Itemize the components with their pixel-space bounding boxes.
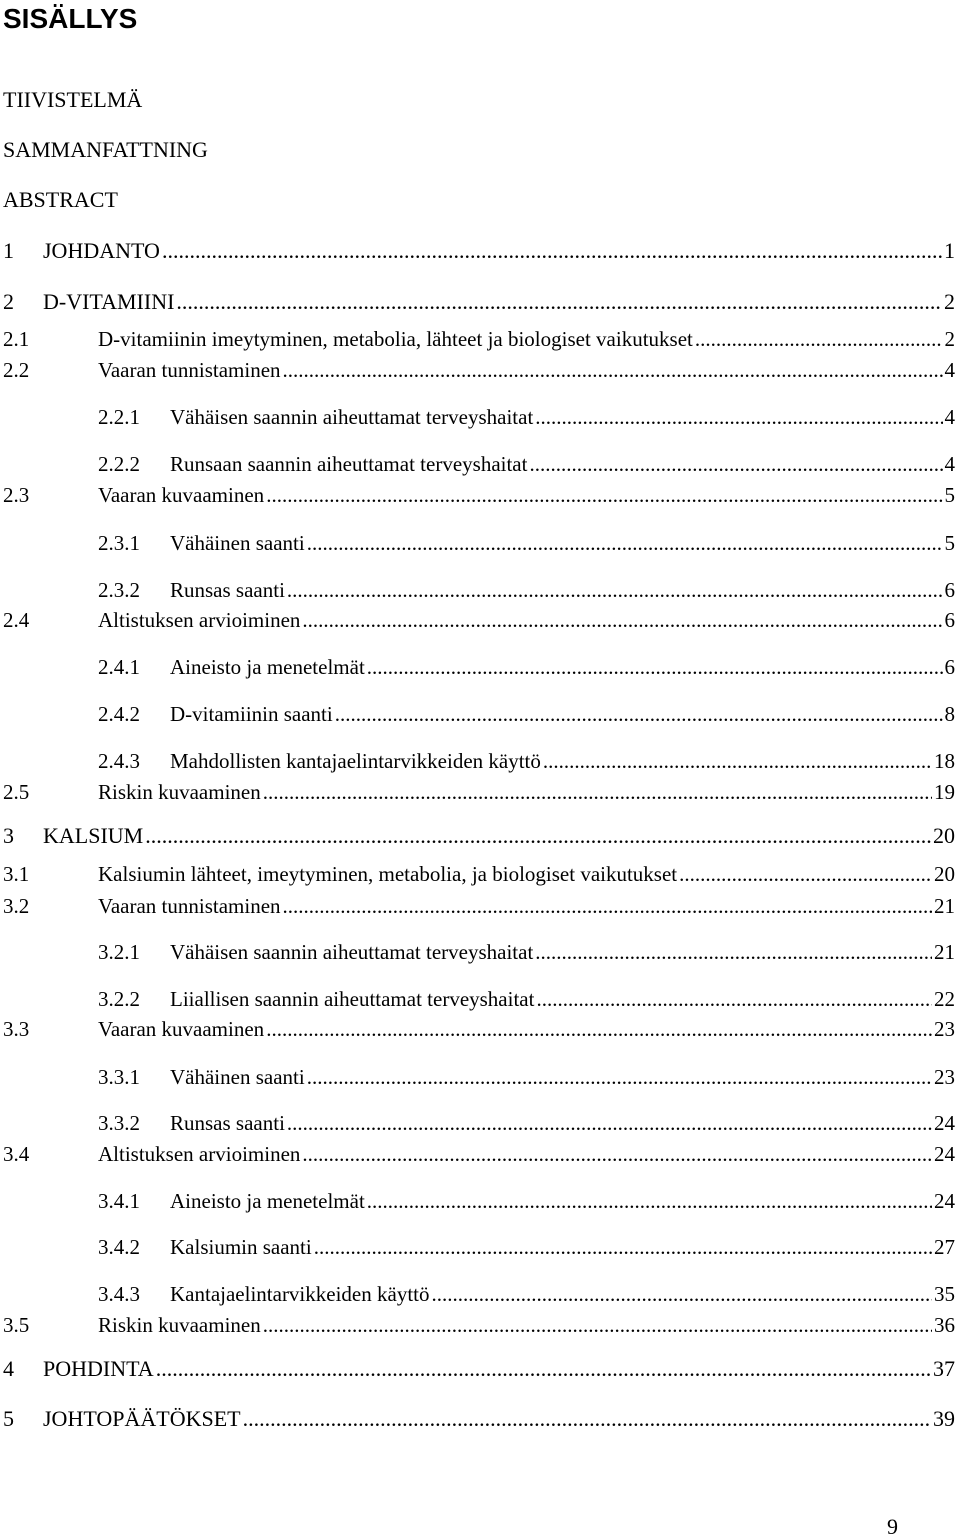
toc-leader (287, 577, 943, 603)
toc-leader (543, 748, 932, 774)
toc-page: 24 (934, 1189, 955, 1213)
toc-number: 2.2.2 (98, 452, 140, 476)
toc-number: 1 (3, 238, 14, 263)
toc-number: 4 (3, 1356, 14, 1381)
toc-label: Vähäisen saannin aiheuttamat terveyshaitat (170, 405, 534, 429)
toc-label: JOHTOPÄÄTÖKSET (43, 1406, 241, 1431)
toc-label: D-VITAMIINI (43, 289, 175, 314)
toc-page: 2 (944, 327, 955, 351)
toc-page: 23 (934, 1017, 955, 1041)
toc-page: 36 (934, 1313, 955, 1337)
toc-entry[interactable] (3, 1356, 955, 1382)
toc-entry[interactable] (3, 482, 955, 508)
toc-page: 4 (944, 405, 955, 429)
toc-number: 3.3.2 (98, 1111, 140, 1135)
toc-leader (367, 1188, 932, 1214)
toc-label: Vaaran tunnistaminen (98, 358, 281, 382)
toc-number: 3.4.1 (98, 1189, 140, 1213)
toc-page: 22 (934, 987, 955, 1011)
toc-entry[interactable] (3, 1141, 955, 1167)
toc-leader (432, 1281, 933, 1307)
toc-number: 3.5 (3, 1313, 30, 1337)
toc-number: 3.4.2 (98, 1235, 140, 1259)
toc-leader (335, 701, 943, 727)
front-matter-abstract: ABSTRACT (3, 187, 118, 212)
toc-label: KALSIUM (43, 823, 144, 848)
toc-entry[interactable] (98, 1110, 955, 1136)
toc-page: 6 (944, 578, 955, 602)
toc-leader (263, 779, 932, 805)
toc-entry[interactable] (98, 577, 955, 603)
toc-label: D-vitamiinin imeytyminen, metabolia, lähteet ja biologiset vaikutukset (98, 327, 693, 351)
toc-label: Riskin kuvaaminen (98, 1313, 261, 1337)
toc-leader (145, 823, 931, 849)
toc-entry[interactable] (3, 1312, 955, 1338)
page-number: 9 (887, 1514, 898, 1539)
toc-label: Kantajaelintarvikkeiden käyttö (170, 1282, 430, 1306)
toc-leader (243, 1406, 931, 1432)
toc-label: Kalsiumin lähteet, imeytyminen, metabolia, ja biologiset vaikutukset (98, 862, 678, 886)
toc-page: 6 (944, 608, 955, 632)
toc-number: 2.3.1 (98, 531, 140, 555)
toc-label: D-vitamiinin saanti (170, 702, 333, 726)
toc-page: 4 (944, 452, 955, 476)
toc-leader (536, 986, 932, 1012)
toc-label: Vaaran tunnistaminen (98, 894, 281, 918)
toc-number: 2.4.3 (98, 749, 140, 773)
toc-entry[interactable] (98, 939, 955, 965)
toc-entry[interactable] (98, 451, 955, 477)
toc-entry[interactable] (98, 701, 955, 727)
toc-page: 27 (934, 1235, 955, 1259)
toc-number: 3.1 (3, 862, 30, 886)
toc-entry[interactable] (98, 654, 955, 680)
toc-label: Runsaan saannin aiheuttamat terveyshaitat (170, 452, 528, 476)
toc-page: 1 (944, 238, 955, 263)
toc-page: 21 (934, 894, 955, 918)
toc-label: Kalsiumin saanti (170, 1235, 312, 1259)
toc-label: Vähäinen saanti (170, 531, 305, 555)
toc-label: Aineisto ja menetelmät (170, 1189, 365, 1213)
toc-label: Vähäisen saannin aiheuttamat terveyshaitat (170, 940, 534, 964)
toc-entry[interactable] (3, 779, 955, 805)
toc-label: Altistuksen arvioiminen (98, 1142, 301, 1166)
toc-number: 2.1 (3, 327, 30, 351)
toc-entry[interactable] (3, 893, 955, 919)
page-title: SISÄLLYS (3, 3, 138, 34)
toc-number: 2.4.2 (98, 702, 140, 726)
toc-number: 3.4.3 (98, 1282, 140, 1306)
toc-label: JOHDANTO (43, 238, 160, 263)
toc-entry[interactable] (98, 404, 955, 430)
toc-entry[interactable] (98, 1234, 955, 1260)
toc-label: POHDINTA (43, 1356, 154, 1381)
toc-label: Mahdollisten kantajaelintarvikkeiden käyttö (170, 749, 541, 773)
toc-page: 18 (934, 749, 955, 773)
toc-label: Riskin kuvaaminen (98, 780, 261, 804)
front-matter-sammanfattning: SAMMANFATTNING (3, 137, 208, 162)
toc-label: Runsas saanti (170, 1111, 285, 1135)
toc-leader (367, 654, 943, 680)
toc-page: 19 (934, 780, 955, 804)
toc-leader (307, 530, 943, 556)
toc-entry[interactable] (3, 357, 955, 383)
toc-entry[interactable] (3, 607, 955, 633)
toc-leader (266, 482, 942, 508)
toc-page: 20 (933, 823, 955, 848)
toc-number: 3.3.1 (98, 1065, 140, 1089)
toc-leader (307, 1064, 932, 1090)
toc-number: 2.4.1 (98, 655, 140, 679)
toc-leader (679, 861, 932, 887)
front-matter-tiivistelma: TIIVISTELMÄ (3, 87, 143, 112)
toc-number: 3.2.1 (98, 940, 140, 964)
toc-number: 3.2 (3, 894, 30, 918)
toc-number: 2.3.2 (98, 578, 140, 602)
toc-number: 3.4 (3, 1142, 30, 1166)
toc-entry[interactable] (98, 1064, 955, 1090)
toc-number: 2 (3, 289, 14, 314)
toc-page: 8 (944, 702, 955, 726)
toc-page: 35 (934, 1282, 955, 1306)
toc-entry[interactable] (3, 238, 955, 264)
toc-number: 3.2.2 (98, 987, 140, 1011)
toc-page: 5 (944, 531, 955, 555)
toc-entry[interactable] (3, 823, 955, 849)
toc-page: 37 (933, 1356, 955, 1381)
toc-page: 21 (934, 940, 955, 964)
toc-page: 2 (944, 289, 955, 314)
toc-number: 3.3 (3, 1017, 30, 1041)
toc-page: 4 (944, 358, 955, 382)
toc-entry[interactable] (3, 1016, 955, 1042)
toc-page: 39 (933, 1406, 955, 1431)
toc-entry[interactable] (3, 861, 955, 887)
toc-entry[interactable] (98, 1281, 955, 1307)
toc-leader (266, 1016, 932, 1042)
toc-number: 2.2.1 (98, 405, 140, 429)
toc-leader (176, 289, 942, 315)
toc-number: 5 (3, 1406, 14, 1431)
toc-number: 2.2 (3, 358, 30, 382)
toc-entry[interactable] (98, 748, 955, 774)
toc-leader (287, 1110, 932, 1136)
toc-label: Vaaran kuvaaminen (98, 1017, 265, 1041)
toc-page: 6 (944, 655, 955, 679)
toc-entry[interactable] (98, 1188, 955, 1214)
toc-number: 2.4 (3, 608, 30, 632)
toc-leader (302, 607, 942, 633)
toc-leader (283, 893, 932, 919)
toc-leader (314, 1234, 932, 1260)
toc-leader (529, 451, 942, 477)
toc-leader (263, 1312, 932, 1338)
toc-page: 5 (944, 483, 955, 507)
toc-entry[interactable] (98, 986, 955, 1012)
toc-number: 3 (3, 823, 14, 848)
toc-entry[interactable] (3, 326, 955, 352)
toc-leader (695, 326, 943, 352)
toc-entry[interactable] (3, 1406, 955, 1432)
toc-page: 23 (934, 1065, 955, 1089)
toc-number: 2.3 (3, 483, 30, 507)
toc-leader (535, 404, 942, 430)
toc-label: Vaaran kuvaaminen (98, 483, 265, 507)
toc-label: Runsas saanti (170, 578, 285, 602)
toc-label: Liiallisen saannin aiheuttamat terveyshaitat (170, 987, 535, 1011)
toc-entry[interactable] (3, 289, 955, 315)
toc-leader (156, 1356, 931, 1382)
toc-label: Altistuksen arvioiminen (98, 608, 301, 632)
toc-label: Aineisto ja menetelmät (170, 655, 365, 679)
toc-page: 20 (934, 862, 955, 886)
toc-page: 24 (934, 1142, 955, 1166)
toc-number: 2.5 (3, 780, 30, 804)
toc-leader (283, 357, 943, 383)
toc-leader (162, 238, 942, 264)
toc-leader (302, 1141, 932, 1167)
toc-label: Vähäinen saanti (170, 1065, 305, 1089)
toc-leader (535, 939, 932, 965)
toc-page: 24 (934, 1111, 955, 1135)
toc-entry[interactable] (98, 530, 955, 556)
